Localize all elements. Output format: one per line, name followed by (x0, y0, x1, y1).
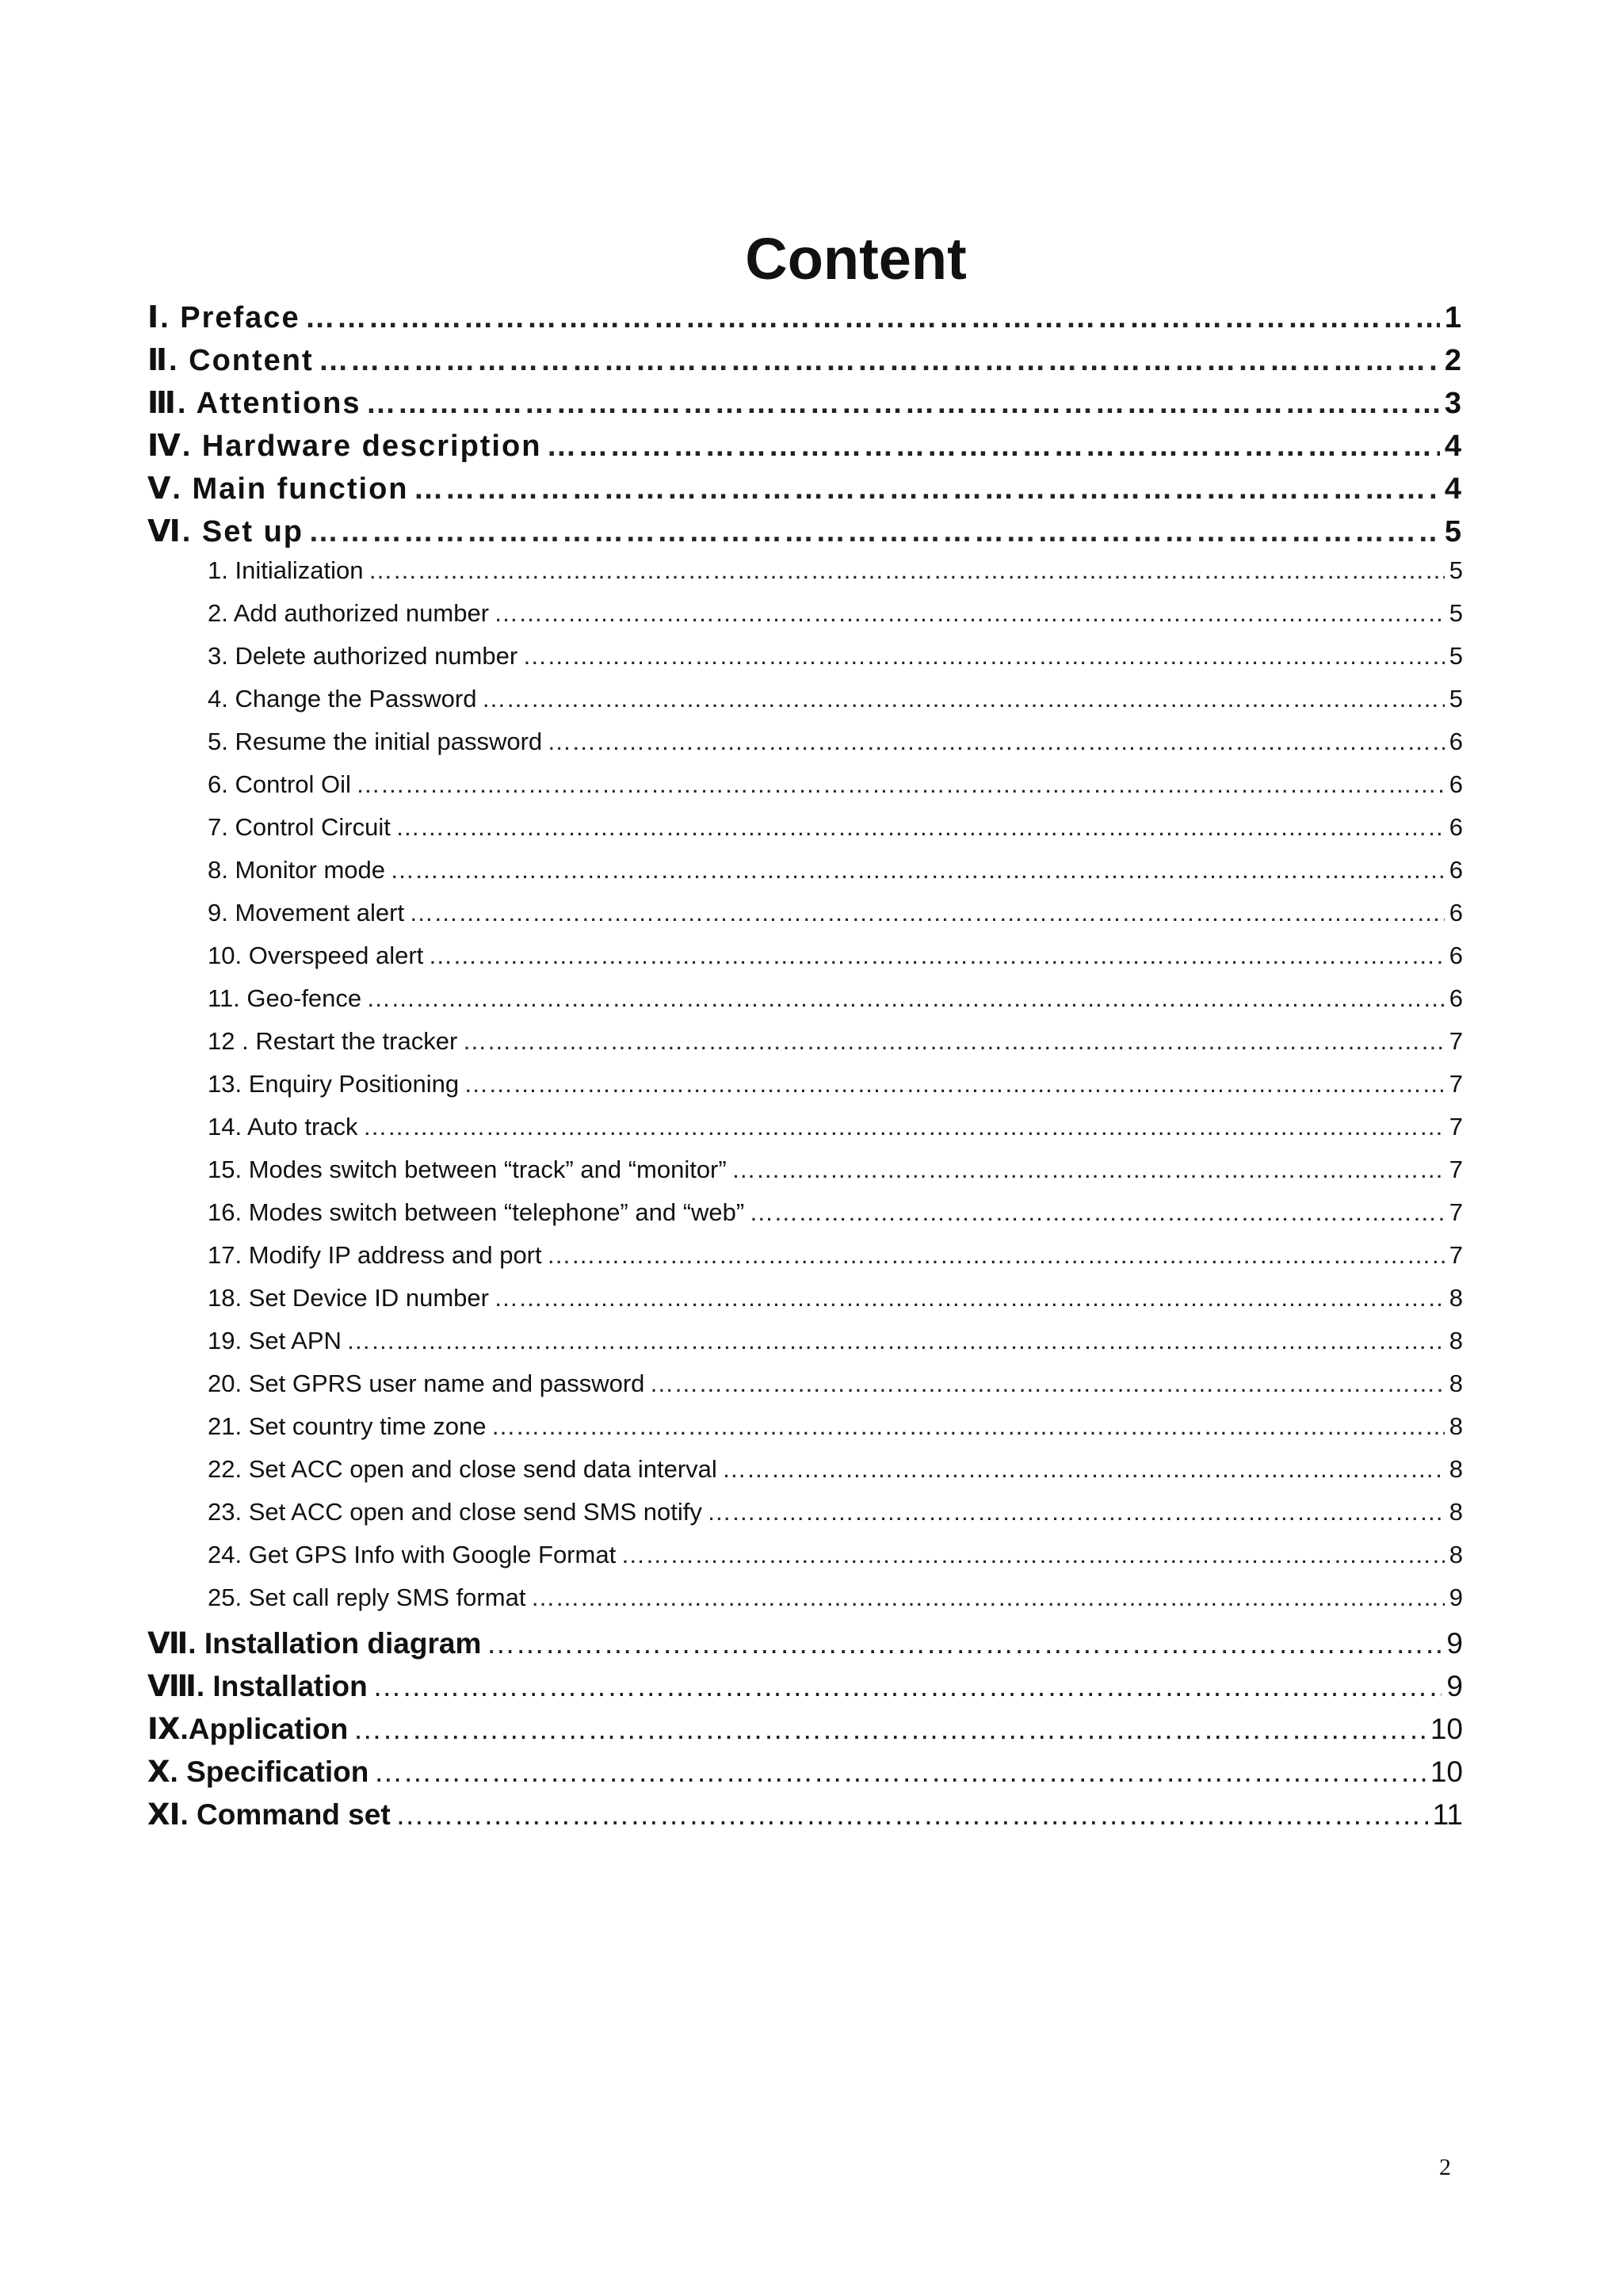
toc-subitem-row[interactable] (147, 599, 1463, 642)
toc-entry-page: 6 (1449, 899, 1463, 926)
toc-entry-label: Ⅺ. Command set (147, 1798, 391, 1831)
toc-subitem-row[interactable] (147, 1284, 1463, 1327)
toc-entry-label: 3. Delete authorized number (208, 642, 518, 670)
toc-chapter-row[interactable] (147, 1712, 1463, 1755)
toc-chapters-bottom (147, 1626, 1463, 1840)
page-title: Content (745, 226, 967, 292)
dot-leader (486, 1627, 1442, 1660)
toc-entry-page: 8 (1449, 1327, 1463, 1354)
toc-entry-label: 11. Geo-fence (208, 984, 362, 1012)
toc-chapter-row[interactable] (147, 385, 1463, 428)
toc-entry-label: Ⅲ. Attentions (147, 387, 361, 420)
toc-entry-label: 21. Set country time zone (208, 1412, 487, 1440)
toc-entry-label: 19. Set APN (208, 1327, 342, 1354)
toc-entry-label: Ⅷ. Installation (147, 1670, 368, 1702)
toc-subitem-row[interactable] (147, 1370, 1463, 1412)
dot-leader (346, 1327, 1445, 1355)
dot-leader (462, 1027, 1444, 1056)
toc-entry-page: 10 (1430, 1755, 1463, 1788)
dot-leader (395, 1798, 1428, 1832)
toc-entry-label: 25. Set call reply SMS format (208, 1584, 526, 1611)
toc-subitem-row[interactable] (147, 1027, 1463, 1070)
toc-subitem-row[interactable] (147, 813, 1463, 856)
dot-leader (428, 942, 1444, 970)
toc-subitem-row[interactable] (147, 556, 1463, 599)
toc-entry-page: 10 (1430, 1713, 1463, 1745)
toc-chapter-row[interactable] (147, 514, 1463, 556)
toc-entry-page: 8 (1449, 1370, 1463, 1397)
dot-leader (356, 770, 1445, 799)
toc-entry-label: 22. Set ACC open and close send data interval (208, 1455, 717, 1483)
toc-entry-page: 9 (1449, 1584, 1463, 1611)
dot-leader (308, 515, 1440, 549)
toc-entry-label: 7. Control Circuit (208, 813, 391, 841)
toc-entry-page: 8 (1449, 1455, 1463, 1483)
toc-entry-page: 6 (1449, 770, 1463, 798)
toc-entry-label: Ⅹ. Specification (147, 1755, 369, 1788)
toc-entry-page: 7 (1449, 1027, 1463, 1055)
toc-entry-label: 17. Modify IP address and port (208, 1241, 542, 1269)
table-of-contents (147, 300, 1463, 1840)
dot-leader (731, 1156, 1445, 1184)
toc-entry-page: 2 (1444, 344, 1463, 377)
dot-leader (366, 984, 1445, 1013)
toc-entry-label: 14. Auto track (208, 1113, 358, 1140)
dot-leader (494, 599, 1445, 628)
dot-leader (373, 1755, 1425, 1789)
toc-entry-label: 16. Modes switch between “telephone” and “web” (208, 1198, 745, 1226)
dot-leader (749, 1198, 1445, 1227)
toc-subitem-row[interactable] (147, 1070, 1463, 1113)
toc-chapter-row[interactable] (147, 1755, 1463, 1797)
page-number: 2 (1439, 2154, 1451, 2180)
toc-entry-page: 5 (1449, 642, 1463, 670)
toc-entry-page: 4 (1444, 472, 1463, 506)
toc-entry-page: 5 (1449, 685, 1463, 712)
toc-entry-page: 1 (1444, 301, 1463, 334)
toc-entry-page: 9 (1446, 1670, 1463, 1702)
toc-subitem-row[interactable] (147, 1241, 1463, 1284)
dot-leader (722, 1455, 1445, 1484)
toc-entry-label: 9. Movement alert (208, 899, 405, 926)
toc-entry-page: 7 (1449, 1198, 1463, 1226)
toc-chapter-row[interactable] (147, 1797, 1463, 1840)
dot-leader (372, 1670, 1442, 1703)
toc-subitem-row[interactable] (147, 899, 1463, 942)
dot-leader (547, 728, 1445, 756)
toc-entry-label: 5. Resume the initial password (208, 728, 543, 755)
toc-entry-page: 4 (1444, 430, 1463, 463)
toc-subitem-row[interactable] (147, 728, 1463, 770)
dot-leader (409, 899, 1445, 927)
toc-subitem-row[interactable] (147, 1498, 1463, 1541)
toc-chapter-row[interactable] (147, 471, 1463, 514)
dot-leader (649, 1370, 1444, 1398)
toc-chapter-row[interactable] (147, 1669, 1463, 1712)
toc-subitem-row[interactable] (147, 856, 1463, 899)
toc-entry-label: 20. Set GPRS user name and password (208, 1370, 645, 1397)
dot-leader (494, 1284, 1445, 1312)
toc-entry-page: 9 (1446, 1627, 1463, 1660)
dot-leader (464, 1070, 1445, 1098)
dot-leader (414, 472, 1440, 506)
toc-subitem-row[interactable] (147, 1584, 1463, 1626)
toc-chapters-top (147, 300, 1463, 556)
toc-entry-page: 5 (1444, 515, 1463, 548)
toc-entry-label: 13. Enquiry Positioning (208, 1070, 460, 1098)
dot-leader (363, 1113, 1445, 1141)
toc-entry-label: 18. Set Device ID number (208, 1284, 489, 1312)
dot-leader (530, 1584, 1444, 1612)
toc-entry-label: 6. Control Oil (208, 770, 351, 798)
toc-chapter-row[interactable] (147, 1626, 1463, 1669)
dot-leader (491, 1412, 1445, 1441)
toc-entry-label: Ⅰ. Preface (147, 301, 300, 334)
dot-leader (547, 1241, 1445, 1270)
toc-entry-label: Ⅱ. Content (147, 344, 314, 377)
toc-entry-label: 12 . Restart the tracker (208, 1027, 458, 1055)
toc-subitem-row[interactable] (147, 642, 1463, 685)
toc-entry-label: 2. Add authorized number (208, 599, 490, 627)
toc-subitem-row[interactable] (147, 942, 1463, 984)
toc-entry-label: 24. Get GPS Info with Google Format (208, 1541, 617, 1568)
toc-subitem-row[interactable] (147, 1198, 1463, 1241)
toc-entry-label: Ⅳ. Hardware description (147, 430, 542, 463)
dot-leader (522, 642, 1445, 670)
toc-entry-page: 5 (1449, 599, 1463, 627)
toc-entry-page: 7 (1449, 1156, 1463, 1183)
toc-entry-label: 10. Overspeed alert (208, 942, 424, 969)
toc-entry-label: 4. Change the Password (208, 685, 477, 712)
dot-leader (707, 1498, 1445, 1526)
toc-chapter-row[interactable] (147, 428, 1463, 471)
dot-leader (546, 430, 1439, 464)
toc-chapter-row[interactable] (147, 342, 1463, 385)
dot-leader (319, 344, 1440, 378)
toc-entry-page: 6 (1449, 813, 1463, 841)
toc-subitem-row[interactable] (147, 685, 1463, 728)
toc-setup-items (147, 556, 1463, 1626)
toc-entry-page: 8 (1449, 1284, 1463, 1312)
toc-entry-label: 8. Monitor mode (208, 856, 385, 884)
toc-entry-label: Ⅶ. Installation diagram (147, 1627, 482, 1660)
toc-entry-page: 6 (1449, 984, 1463, 1012)
toc-entry-label: Ⅵ. Set up (147, 515, 304, 548)
toc-entry-page: 3 (1444, 387, 1463, 420)
toc-entry-page: 11 (1432, 1798, 1463, 1831)
toc-subitem-row[interactable] (147, 1156, 1463, 1198)
toc-chapter-row[interactable] (147, 300, 1463, 342)
toc-entry-label: 23. Set ACC open and close send SMS notify (208, 1498, 702, 1526)
toc-entry-page: 8 (1449, 1541, 1463, 1568)
toc-entry-page: 6 (1449, 942, 1463, 969)
dot-leader (353, 1713, 1426, 1746)
dot-leader (621, 1541, 1445, 1569)
toc-entry-label: 15. Modes switch between “track” and “monitor” (208, 1156, 727, 1183)
toc-entry-page: 7 (1449, 1113, 1463, 1140)
toc-subitem-row[interactable] (147, 1455, 1463, 1498)
toc-entry-page: 7 (1449, 1241, 1463, 1269)
dot-leader (305, 301, 1440, 335)
dot-leader (390, 856, 1445, 884)
dot-leader (395, 813, 1445, 842)
toc-entry-page: 7 (1449, 1070, 1463, 1098)
toc-subitem-row[interactable] (147, 1113, 1463, 1156)
toc-subitem-row[interactable] (147, 1327, 1463, 1370)
toc-entry-label: Ⅴ. Main function (147, 472, 409, 506)
toc-subitem-row[interactable] (147, 770, 1463, 813)
toc-entry-page: 6 (1449, 856, 1463, 884)
toc-entry-label: Ⅸ.Application (147, 1713, 349, 1745)
dot-leader (482, 685, 1445, 713)
toc-entry-page: 6 (1449, 728, 1463, 755)
toc-entry-page: 8 (1449, 1412, 1463, 1440)
toc-entry-label: 1. Initialization (208, 556, 364, 584)
toc-subitem-row[interactable] (147, 1541, 1463, 1584)
toc-entry-page: 8 (1449, 1498, 1463, 1526)
dot-leader (366, 387, 1440, 421)
toc-entry-page: 5 (1449, 556, 1463, 584)
toc-subitem-row[interactable] (147, 1412, 1463, 1455)
toc-subitem-row[interactable] (147, 984, 1463, 1027)
dot-leader (368, 556, 1444, 585)
